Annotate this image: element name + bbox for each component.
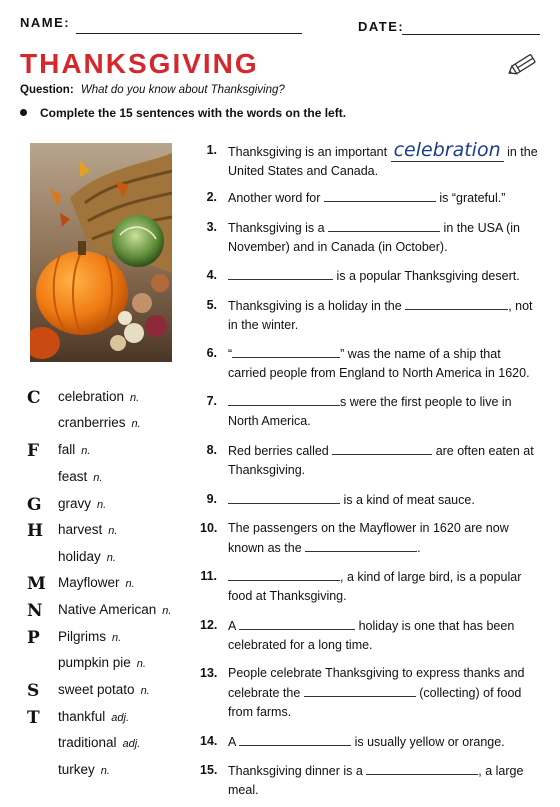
word-item <box>20 602 210 624</box>
answer-blank[interactable] <box>405 296 508 310</box>
question-number: 14. <box>200 734 218 748</box>
word-item <box>20 469 210 491</box>
question-number: 6. <box>206 346 217 360</box>
part-of-speech: n. <box>140 685 150 697</box>
question-number: 9. <box>206 492 217 506</box>
question-text <box>228 732 540 752</box>
question-text <box>228 519 540 558</box>
word-text: gravy <box>58 496 92 511</box>
part-of-speech: n. <box>81 445 91 457</box>
question-text <box>228 266 540 286</box>
question-text-before: Another word for <box>228 191 324 205</box>
index-letter: M <box>27 574 46 594</box>
date-field[interactable] <box>402 34 540 35</box>
word-entry <box>58 415 141 430</box>
word-text: Native American <box>58 602 157 617</box>
question-text-after: is a popular Thanksgiving desert. <box>333 269 520 283</box>
word-text: holiday <box>58 549 101 564</box>
question-text-after: in the United States and Canada. <box>228 145 538 178</box>
word-item <box>20 389 210 411</box>
answer-blank[interactable] <box>228 490 340 504</box>
question-text-before: The passengers on the Mayflower in 1620 are now known as the <box>228 521 509 555</box>
question-text <box>228 441 540 480</box>
word-entry <box>58 389 139 404</box>
word-entry <box>58 762 110 777</box>
part-of-speech: n. <box>93 472 103 484</box>
answer-blank[interactable] <box>228 392 340 406</box>
question-number: 3. <box>206 220 217 234</box>
answer-blank[interactable] <box>324 188 436 202</box>
question-text-before: A <box>228 735 240 749</box>
question-number: 8. <box>206 443 217 457</box>
answer-blank[interactable] <box>232 344 340 358</box>
index-letter: F <box>27 441 40 461</box>
part-of-speech: n. <box>106 552 116 564</box>
question-text <box>228 218 540 257</box>
word-item <box>20 682 210 704</box>
bullet-icon <box>20 109 27 116</box>
answer-blank[interactable] <box>332 441 432 455</box>
page-title: THANKSGIVING <box>20 48 259 79</box>
answer-blank[interactable] <box>366 761 478 775</box>
question-label: Question: <box>20 84 74 96</box>
index-letter: G <box>27 495 42 515</box>
word-entry <box>58 655 146 670</box>
question-text-before: Thanksgiving dinner is a <box>228 764 367 778</box>
question-text <box>228 344 540 383</box>
instruction-text: Complete the 15 sentences with the words on the left. <box>40 106 347 120</box>
question-number: 13. <box>200 666 218 680</box>
index-letter: C <box>27 388 41 408</box>
name-field[interactable] <box>76 33 302 34</box>
question-text <box>228 392 540 431</box>
word-text: harvest <box>58 522 103 537</box>
index-letter: T <box>27 708 40 728</box>
question-text-after: holiday is one that has been celebrated for a long time. <box>228 619 515 652</box>
word-item <box>20 735 210 757</box>
part-of-speech: n. <box>162 605 172 617</box>
question-text-before: A <box>228 619 240 633</box>
part-of-speech: n. <box>125 578 135 590</box>
question-text-after: , a kind of large bird, is a popular food at Thanksgiving. <box>228 570 522 603</box>
question-number: 2. <box>206 190 217 204</box>
question-text <box>228 664 540 722</box>
word-entry <box>58 735 140 750</box>
part-of-speech: n. <box>136 658 146 670</box>
question-text <box>228 761 540 800</box>
name-label: NAME: <box>20 15 71 30</box>
word-item <box>20 549 210 571</box>
question-number: 10. <box>200 521 218 535</box>
word-item <box>20 442 210 464</box>
word-text: turkey <box>58 762 95 777</box>
word-entry <box>58 469 102 484</box>
question-number: 11. <box>200 569 217 583</box>
word-text: sweet potato <box>58 682 135 697</box>
answer-blank[interactable] <box>304 683 416 697</box>
word-entry <box>58 602 171 617</box>
question-text-after: in the USA (in November) and in Canada (in October). <box>228 221 520 254</box>
part-of-speech: n. <box>108 525 118 537</box>
word-text: cranberries <box>58 415 126 430</box>
word-item <box>20 762 210 784</box>
question-text-after: are often eaten at Thanksgiving. <box>228 444 534 477</box>
question-number: 1. <box>206 143 217 157</box>
question-text: What do you know about Thanksgiving? <box>80 84 285 96</box>
question-number: 4. <box>206 268 217 282</box>
word-entry <box>58 629 121 644</box>
question-text-before: Red berries called <box>228 444 333 458</box>
thanksgiving-photo <box>30 143 172 362</box>
answer-blank[interactable] <box>239 616 355 630</box>
question-text-after: ” was the name of a ship that carried people from England to North America in 1620. <box>228 347 530 380</box>
question-text <box>228 490 540 510</box>
question-text <box>228 296 540 335</box>
word-entry <box>58 496 106 511</box>
answer-blank[interactable] <box>239 732 351 746</box>
word-text: Mayflower <box>58 575 120 590</box>
handwritten-answer[interactable]: celebration <box>391 139 504 162</box>
question-text-after: s were the first people to live in North America. <box>228 395 512 428</box>
question-text-before: People celebrate Thanksgiving to express thanks and celebrate the <box>228 666 525 700</box>
question-text-before: Thanksgiving is an important <box>228 145 391 159</box>
question-text-before: “ <box>228 347 233 361</box>
index-letter: H <box>27 521 44 541</box>
index-letter: S <box>27 681 40 701</box>
word-entry <box>58 522 117 537</box>
question-number: 12. <box>200 618 218 632</box>
part-of-speech: n. <box>131 418 141 430</box>
question-text <box>228 616 540 655</box>
answer-blank[interactable] <box>305 538 417 552</box>
question-number: 15. <box>200 763 218 777</box>
question-number: 5. <box>206 298 217 312</box>
question-text <box>228 567 540 606</box>
word-item <box>20 629 210 651</box>
word-item <box>20 575 210 597</box>
word-entry <box>58 575 135 590</box>
part-of-speech: n. <box>97 499 107 511</box>
word-item <box>20 709 210 731</box>
word-text: thankful <box>58 709 106 724</box>
question-text-before: Thanksgiving is a <box>228 221 329 235</box>
word-text: feast <box>58 469 88 484</box>
word-entry <box>58 442 90 457</box>
question-text <box>228 188 540 208</box>
question-text-after: is usually yellow or orange. <box>351 735 505 749</box>
word-text: Pilgrims <box>58 629 107 644</box>
answer-blank[interactable] <box>228 266 333 280</box>
word-item <box>20 655 210 677</box>
date-label: DATE: <box>358 19 405 34</box>
word-entry <box>58 682 150 697</box>
word-text: pumpkin pie <box>58 655 131 670</box>
question-text-after: (collecting) of food from farms. <box>228 686 522 719</box>
question-text-after: is a kind of meat sauce. <box>340 493 475 507</box>
word-text: fall <box>58 442 76 457</box>
question-text-after: . <box>417 541 421 555</box>
instruction <box>20 106 346 120</box>
question-text <box>228 141 540 181</box>
part-of-speech: n. <box>112 632 122 644</box>
question-number: 7. <box>206 394 217 408</box>
question-line <box>20 84 285 96</box>
word-item <box>20 496 210 518</box>
pencil-icon <box>506 50 540 80</box>
index-letter: P <box>27 628 40 648</box>
word-item <box>20 522 210 544</box>
word-text: traditional <box>58 735 117 750</box>
word-entry <box>58 549 116 564</box>
question-text-before: Thanksgiving is a holiday in the <box>228 299 406 313</box>
part-of-speech: n. <box>130 392 140 404</box>
question-text-after: , a large meal. <box>228 764 524 797</box>
answer-blank[interactable] <box>328 218 440 232</box>
question-text-after: is “grateful.” <box>435 191 506 205</box>
word-item <box>20 415 210 437</box>
answer-blank[interactable] <box>228 567 340 581</box>
word-entry <box>58 709 129 724</box>
word-text: celebration <box>58 389 125 404</box>
question-text-after: , not in the winter. <box>228 299 533 332</box>
index-letter: N <box>27 601 43 621</box>
part-of-speech: adj. <box>122 738 141 750</box>
part-of-speech: n. <box>100 765 110 777</box>
part-of-speech: adj. <box>111 712 130 724</box>
